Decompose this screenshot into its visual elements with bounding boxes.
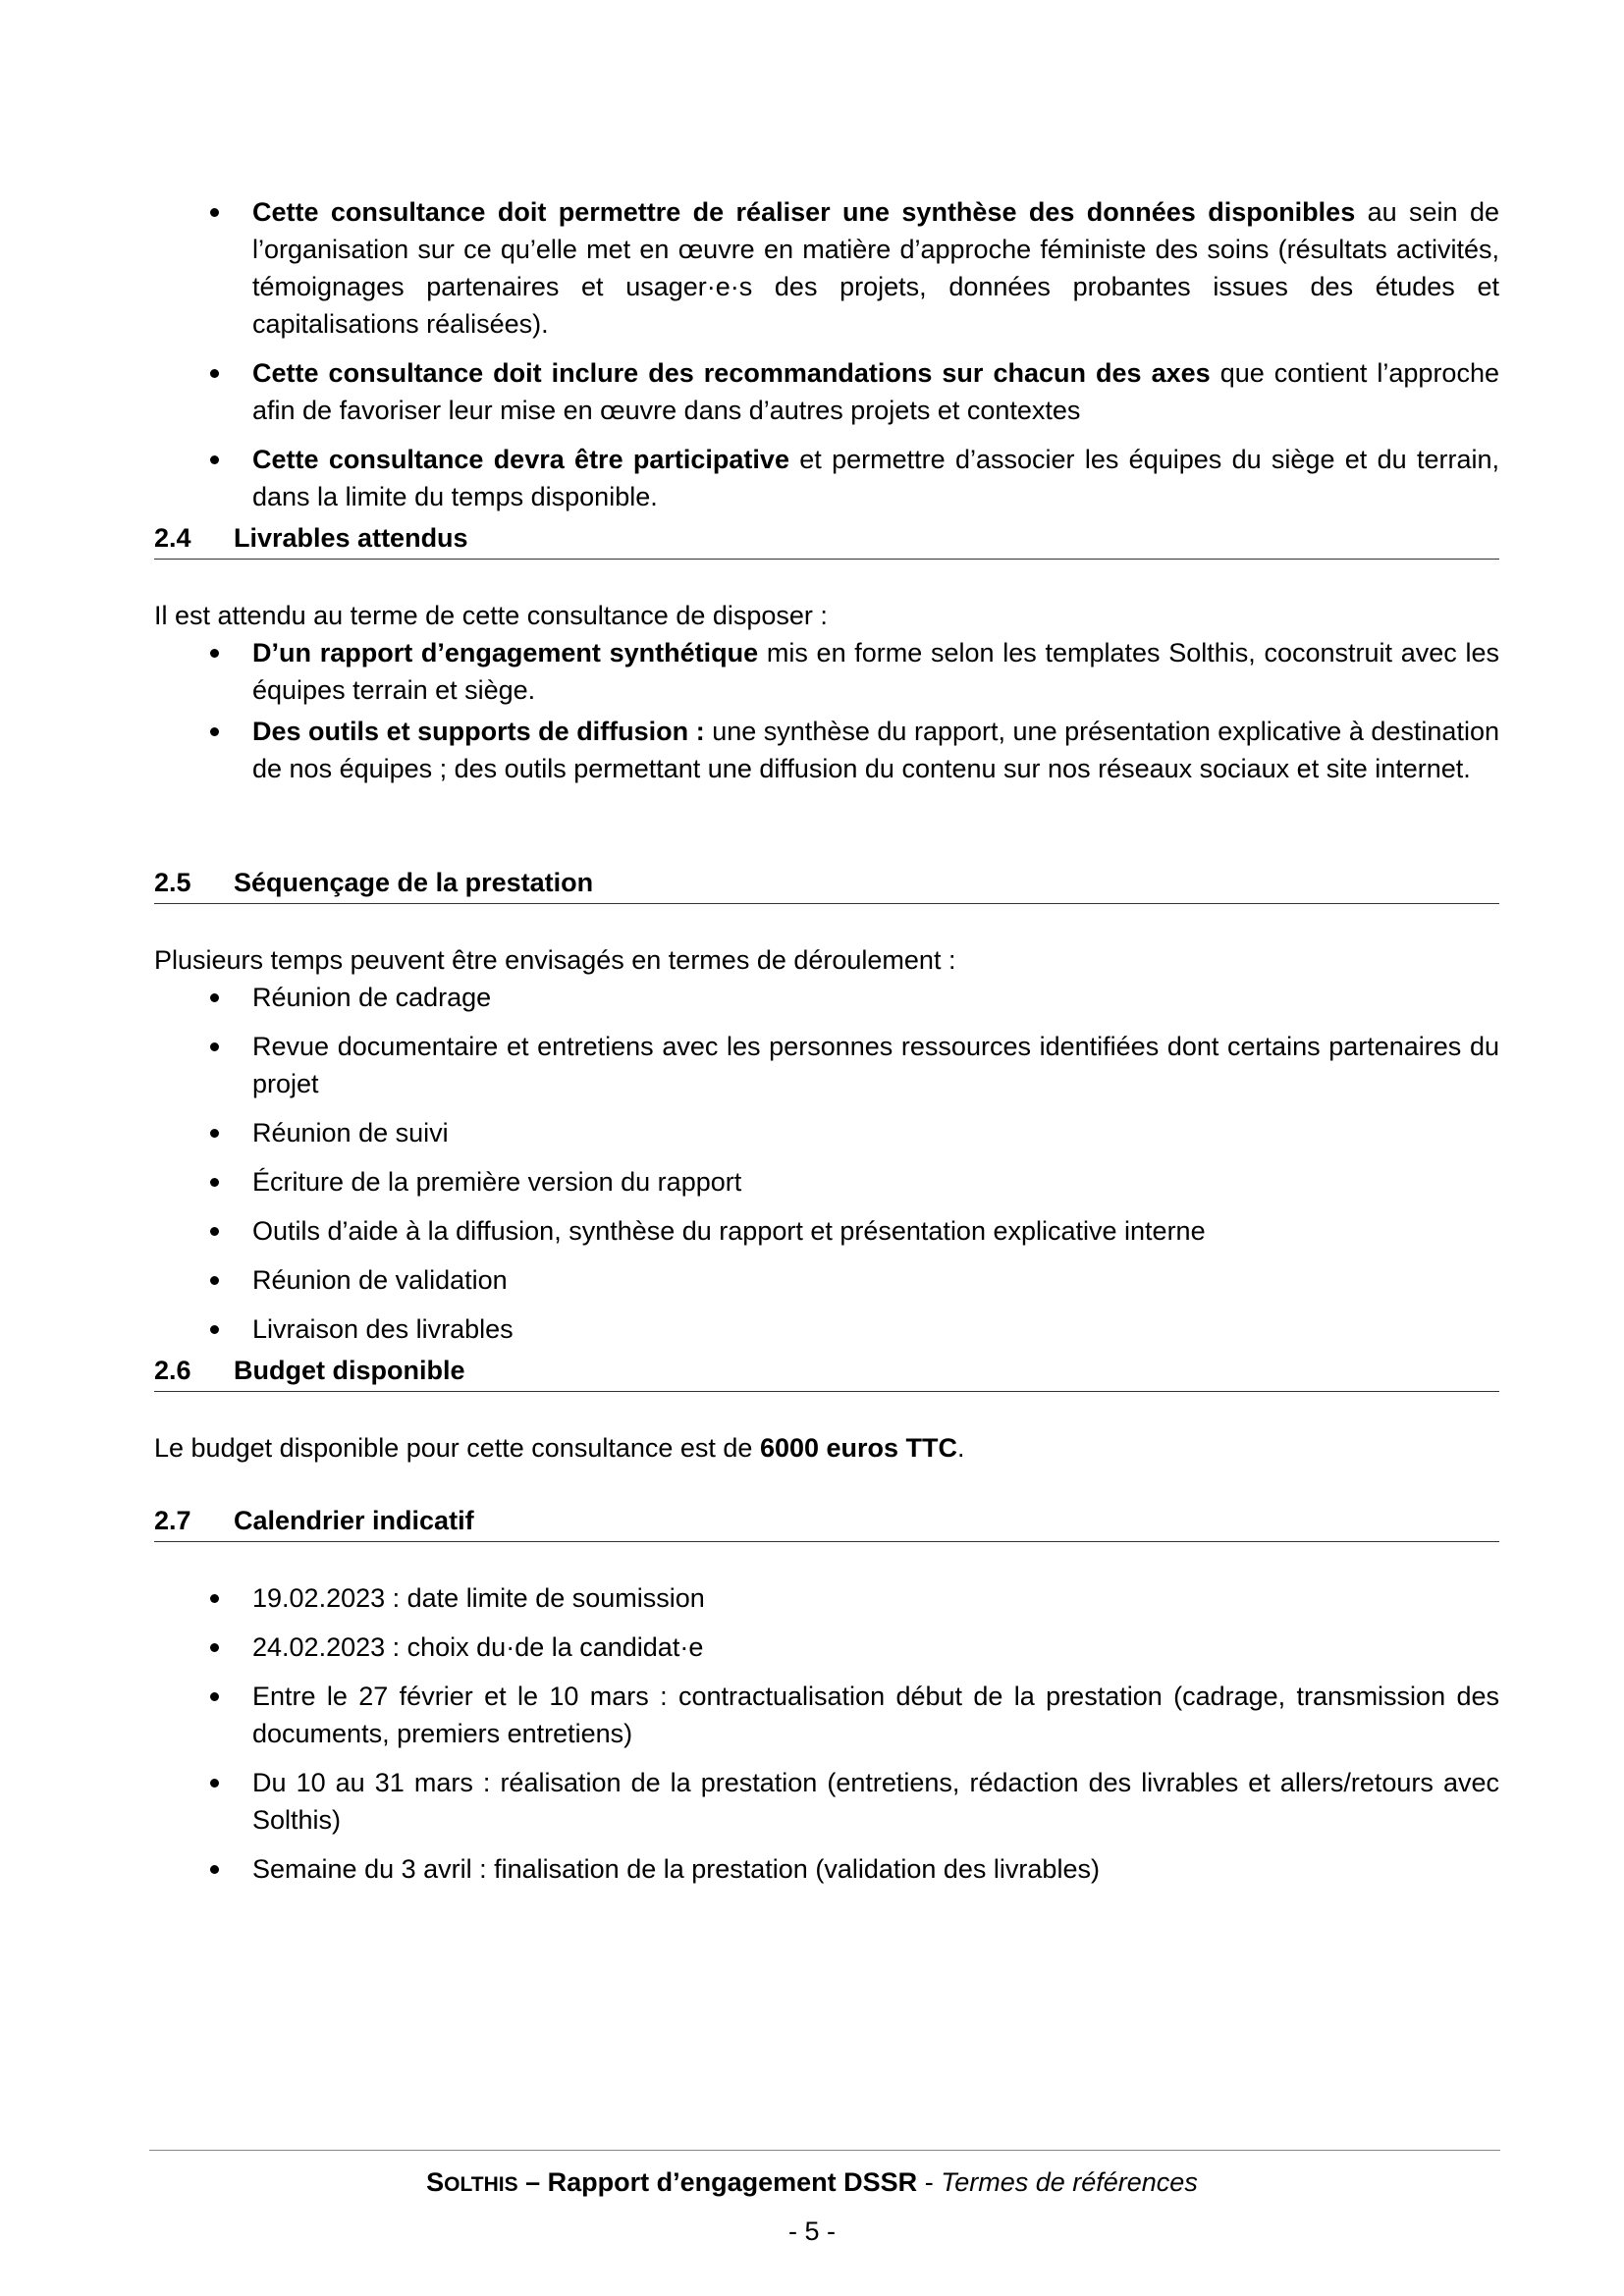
list-item: Semaine du 3 avril : finalisation de la prestation (validation des livrables) bbox=[154, 1850, 1499, 1888]
section-number: 2.4 bbox=[154, 523, 191, 553]
list-item: Livraison des livrables bbox=[154, 1310, 1499, 1348]
section-number: 2.7 bbox=[154, 1506, 191, 1535]
section-intro: Il est attendu au terme de cette consultance de disposer : bbox=[154, 601, 828, 630]
list-item: Réunion de cadrage bbox=[154, 979, 1499, 1016]
list-item: Des outils et supports de diffusion : une synthèse du rapport, une présentation explicative à destination de nos équipes ; des outils permettant une diffusion du contenu sur nos réseaux sociaux et site internet. bbox=[154, 713, 1499, 787]
section-heading-2-4 bbox=[154, 519, 1499, 560]
list-item: Cette consultance doit inclure des recommandations sur chacun des axes que contient l’approche afin de favoriser leur mise en œuvre dans d’autres projets et contextes bbox=[154, 354, 1499, 429]
list-item: Écriture de la première version du rapport bbox=[154, 1163, 1499, 1201]
section-number: 2.5 bbox=[154, 868, 191, 897]
section-heading-2-7 bbox=[154, 1502, 1499, 1542]
page-content bbox=[154, 193, 1499, 1899]
budget-text: Le budget disponible pour cette consultance est de 6000 euros TTC. bbox=[154, 1433, 965, 1463]
list-item: D’un rapport d’engagement synthétique mis en forme selon les templates Solthis, coconstruit avec les équipes terrain et siège. bbox=[154, 634, 1499, 709]
list-item: Réunion de suivi bbox=[154, 1114, 1499, 1151]
list-item: 24.02.2023 : choix du·de la candidat·e bbox=[154, 1629, 1499, 1666]
list-item: Du 10 au 31 mars : réalisation de la prestation (entretiens, rédaction des livrables et allers/retours avec Solthis) bbox=[154, 1764, 1499, 1839]
list-item: 19.02.2023 : date limite de soumission bbox=[154, 1579, 1499, 1617]
section-title: Séquençage de la prestation bbox=[234, 868, 594, 897]
budget-amount: 6000 euros TTC bbox=[759, 1433, 958, 1463]
section-title: Calendrier indicatif bbox=[234, 1506, 474, 1535]
footer-divider bbox=[149, 2150, 1500, 2151]
sequencing-list bbox=[154, 979, 1499, 1348]
calendar-list bbox=[154, 1579, 1499, 1888]
section-title: Livrables attendus bbox=[234, 523, 468, 553]
deliverables-list bbox=[154, 634, 1499, 787]
section-title: Budget disponible bbox=[234, 1356, 465, 1385]
list-item: Cette consultance doit permettre de réaliser une synthèse des données disponibles au sein de l’organisation sur ce qu’elle met en œuvre en matière d’approche féministe des soins (résultats activités, témoignages partenaires et usager·e·s des projets, données probantes issues des études et capitalisations réalisées). bbox=[154, 193, 1499, 343]
section-number: 2.6 bbox=[154, 1356, 191, 1385]
section-intro: Plusieurs temps peuvent être envisagés en termes de déroulement : bbox=[154, 945, 956, 975]
page-number: - 5 - bbox=[787, 2216, 836, 2246]
consultancy-objectives-list bbox=[154, 193, 1499, 515]
list-item: Cette consultance devra être participative et permettre d’associer les équipes du siège et du terrain, dans la limite du temps disponible. bbox=[154, 441, 1499, 515]
list-item: Réunion de validation bbox=[154, 1261, 1499, 1299]
list-item: Revue documentaire et entretiens avec les personnes ressources identifiées dont certains partenaires du projet bbox=[154, 1028, 1499, 1102]
page-footer: SOLTHIS – Rapport d’engagement DSSR - Termes de références bbox=[426, 2167, 1198, 2197]
list-item: Entre le 27 février et le 10 mars : contractualisation début de la prestation (cadrage, transmission des documents, premiers entretiens) bbox=[154, 1678, 1499, 1752]
section-heading-2-6 bbox=[154, 1352, 1499, 1392]
list-item: Outils d’aide à la diffusion, synthèse du rapport et présentation explicative interne bbox=[154, 1212, 1499, 1250]
section-heading-2-5 bbox=[154, 864, 1499, 904]
